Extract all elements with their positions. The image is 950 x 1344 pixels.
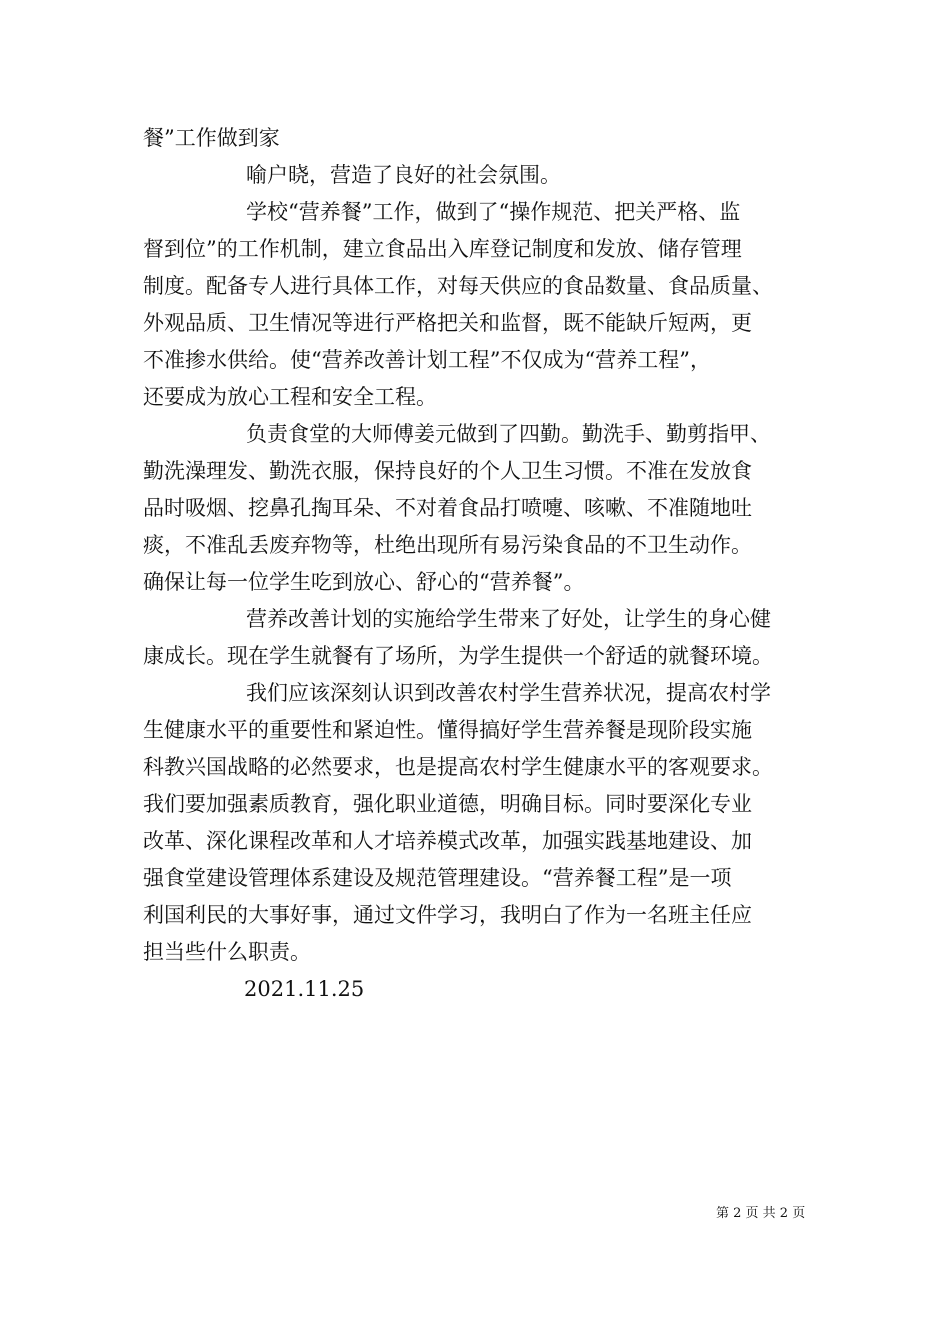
text-line: 担当些什么职责。 xyxy=(143,940,311,964)
page-number-footer: 第 2 页 共 2 页 xyxy=(716,1206,806,1221)
text-line: 品时吸烟、挖鼻孔掏耳朵、不对着食品打喷嚏、咳嗽、不准随地吐 xyxy=(143,496,752,520)
text-line: 负责食堂的大师傅姜元做到了四勤。勤洗手、勤剪指甲、 xyxy=(246,422,771,446)
text-line: 制度。配备专人进行具体工作，对每天供应的食品数量、食品质量、 xyxy=(143,274,773,298)
text-line: 餐”工作做到家 xyxy=(143,126,280,150)
text-line: 痰，不准乱丢废弃物等，杜绝出现所有易污染食品的不卫生动作。 xyxy=(143,533,752,557)
text-line: 勤洗澡理发、勤洗衣服，保持良好的个人卫生习惯。不准在发放食 xyxy=(143,459,752,483)
document-date: 2021.11.25 xyxy=(244,977,365,1001)
text-line: 喻户晓，营造了良好的社会氛围。 xyxy=(246,163,561,187)
text-line: 外观品质、卫生情况等进行严格把关和监督，既不能缺斤短两，更 xyxy=(143,311,752,335)
text-line: 强食堂建设管理体系建设及规范管理建设。“营养餐工程”是一项 xyxy=(143,866,732,890)
text-line: 利国利民的大事好事，通过文件学习，我明白了作为一名班主任应 xyxy=(143,903,752,927)
text-line: 营养改善计划的实施给学生带来了好处，让学生的身心健 xyxy=(246,607,771,631)
text-line: 还要成为放心工程和安全工程。 xyxy=(143,385,437,409)
text-line: 生健康水平的重要性和紧迫性。懂得搞好学生营养餐是现阶段实施 xyxy=(143,718,752,742)
text-line: 改革、深化课程改革和人才培养模式改革，加强实践基地建设、加 xyxy=(143,829,752,853)
text-line: 康成长。现在学生就餐有了场所，为学生提供一个舒适的就餐环境。 xyxy=(143,644,773,668)
text-line: 科教兴国战略的必然要求，也是提高农村学生健康水平的客观要求。 xyxy=(143,755,773,779)
text-line: 不准掺水供给。使“营养改善计划工程”不仅成为“营养工程”， xyxy=(143,348,711,372)
text-line: 确保让每一位学生吃到放心、舒心的“营养餐”。 xyxy=(143,570,585,594)
text-line: 学校“营养餐”工作，做到了“操作规范、把关严格、监 xyxy=(246,200,741,224)
text-line: 我们应该深刻认识到改善农村学生营养状况，提高农村学 xyxy=(246,681,771,705)
text-line: 我们要加强素质教育，强化职业道德，明确目标。同时要深化专业 xyxy=(143,792,752,816)
text-line: 督到位”的工作机制，建立食品出入库登记制度和发放、储存管理 xyxy=(143,237,742,261)
